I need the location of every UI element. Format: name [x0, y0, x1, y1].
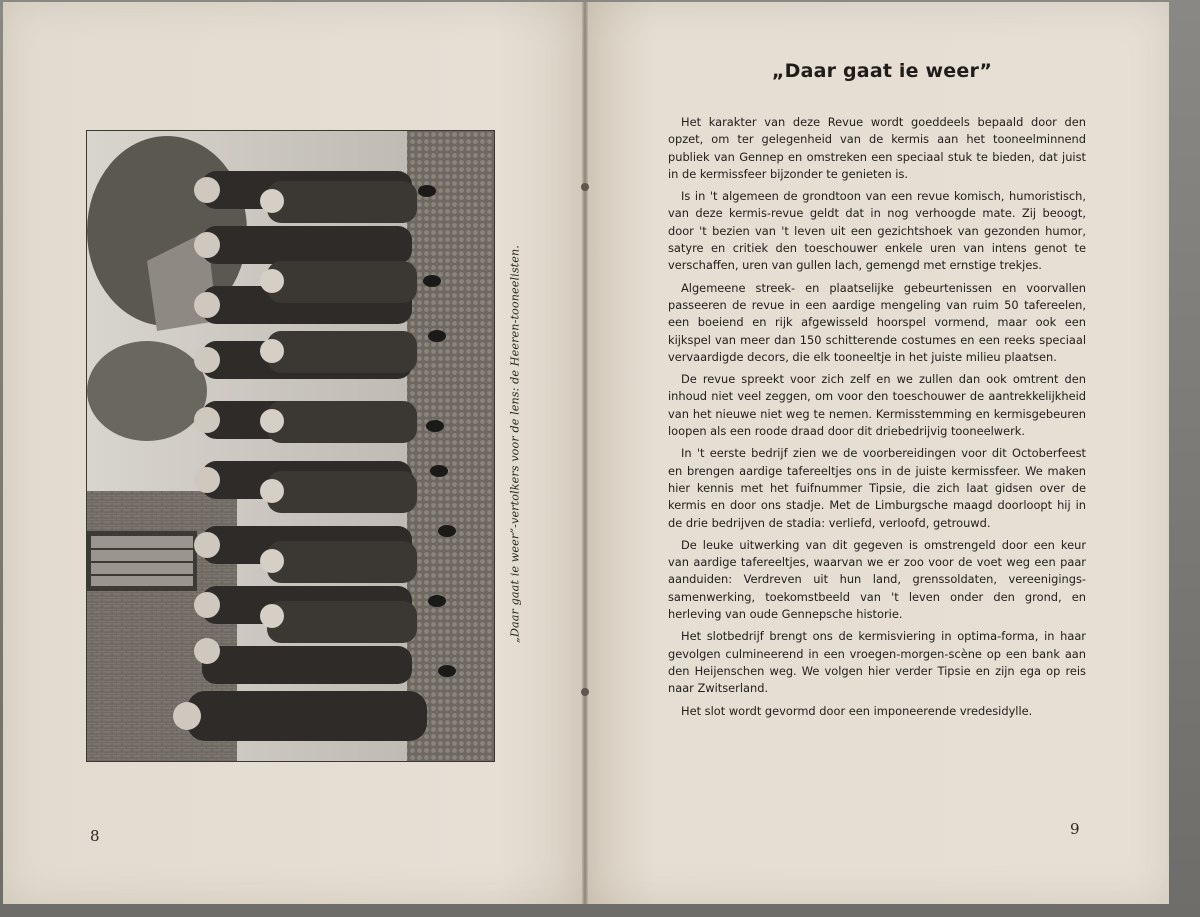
paragraph: Het slot wordt gevormd door een imponeerende vredesidylle.	[681, 703, 1033, 718]
paragraph: In 't eerste bedrijf zien we de voorbereidingen voor dit Octoberfeest en brengen aardige tafereeltjes ons in de juiste kermissfeer. We maken hier kennis met het fuifnummer Tipsie, die zich laat gidsen over de kermis en door ons stadje. Met de Limburgsche maagd doorloopt hij in de drie bedrijven de stadia: verliefd, verloofd, getrouwd.	[668, 446, 1086, 530]
booklet-gutter	[582, 2, 588, 904]
group-photograph-icon	[87, 131, 494, 761]
group-photograph	[86, 130, 495, 762]
paragraph: De leuke uitwerking van dit gegeven is omstrengeld door een keur van aardige tafereeltjes, waarvan we er zoo voor de voet weg een paar aanduiden: Verdreven uit hun land, grenssoldaten, vereenigings-samenwerking, toekomstbeeld van 't leven onder den grond, en herleving van oude Gennepsche historie.	[668, 537, 1086, 622]
paragraph: Het slotbedrijf brengt ons de kermisviering in optima-forma, in haar gevolgen culmineerend in een vroegen-morgen-scène op een bank aan den Heijenschen weg. We volgen hier verder Tipsie en zijn ega op reis naar Zwitserland.	[668, 629, 1086, 696]
staple-top	[581, 183, 589, 191]
paragraph: Is in 't algemeen de grondtoon van een revue komisch, humoristisch, van deze kermis-revue geldt dat in nog verhoogde mate. Zij beoogt, door 't bezien van 't leven uit een gezichtshoek van gezonden humor, satyre en critiek den toeschouwer enkele uren van intens genot te verschaffen, uren van gullen lach, gemengd met ernstige trekjes.	[668, 189, 1086, 273]
article-body	[668, 114, 1086, 725]
staple-bottom	[581, 688, 589, 696]
photo-caption-text: „Daar gaat ie weer”-vertolkers voor de lens: de Heeren-tooneelisten.	[508, 245, 522, 643]
article-title: „Daar gaat ie weer”	[771, 60, 993, 82]
page-number-right: 9	[1070, 820, 1080, 838]
paragraph: Het karakter van deze Revue wordt goeddeels bepaald door den opzet, om ter gelegenheid van de kermis aan het tooneelminnend publiek van Gennep en omstreken een speciaal stuk te bieden, dat juist in de kermissfeer bijzonder te genieten is.	[668, 115, 1086, 181]
paragraph: Algemeene streek- en plaatselijke gebeurtenissen en voorvallen passeeren de revue in een aardige mengeling van ruim 50 tafereelen, een boeiend en rijk afgewisseld hoorspel vormend, maar ook een kijkspel van meer dan 150 schitterende costumes en een reeks speciaal vervaardigde decors, die elk tooneeltje in het juiste milieu plaatsen.	[668, 280, 1086, 364]
paragraph: De revue spreekt voor zich zelf en we zullen dan ook omtrent den inhoud niet veel zeggen, om voor den toeschouwer de aantrekkelijkheid van het nieuwe niet weg te nemen. Kermisstemming en kermisgebeuren loopen als een roode draad door dit driebedrijvig tooneelwerk.	[668, 372, 1086, 439]
page-number-left: 8	[90, 827, 100, 845]
